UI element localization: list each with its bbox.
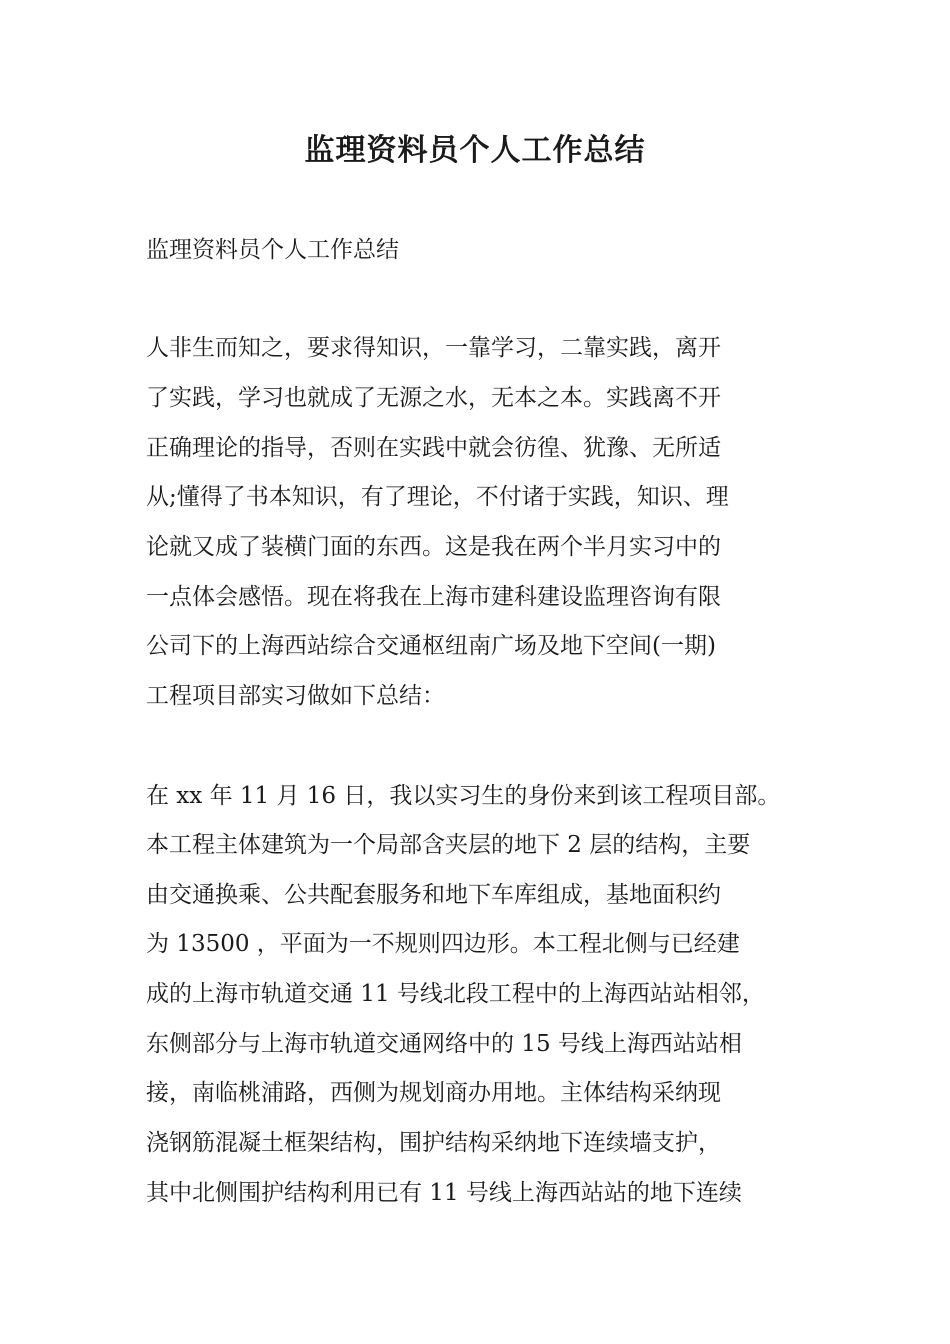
paragraph-line: 东侧部分与上海市轨道交通网络中的 15 号线上海西站站相 — [146, 1031, 742, 1057]
paragraph-line: 在 xx 年 11 月 16 日，我以实习生的身份来到该工程项目部。 — [146, 783, 781, 809]
paragraph-line: 为 13500 ，平面为一不规则四边形。本工程北侧与已经建 — [146, 931, 740, 957]
paragraph-line: 一点体会感悟。现在将我在上海市建科建设监理咨询有限 — [146, 584, 721, 610]
paragraph-line: 论就又成了装横门面的东西。这是我在两个半月实习中的 — [146, 534, 721, 560]
document-title: 监理资料员个人工作总结 — [304, 133, 646, 168]
paragraph-line: 人非生而知之，要求得知识，一靠学习，二靠实践，离开 — [146, 335, 721, 361]
paragraph-line: 工程项目部实习做如下总结： — [146, 683, 445, 709]
paragraph-line: 从;懂得了书本知识，有了理论，不付诸于实践，知识、理 — [146, 484, 729, 510]
paragraph-line: 成的上海市轨道交通 11 号线北段工程中的上海西站站相邻， — [146, 981, 765, 1007]
paragraph-line: 接，南临桃浦路，西侧为规划商办用地。主体结构采纳现 — [146, 1080, 721, 1106]
paragraph-line: 浇钢筋混凝土框架结构，围护结构采纳地下连续墙支护， — [146, 1130, 721, 1156]
paragraph-line: 正确理论的指导，否则在实践中就会彷徨、犹豫、无所适 — [146, 435, 721, 461]
paragraph-line: 公司下的上海西站综合交通枢纽南广场及地下空间(一期) — [146, 633, 716, 659]
paragraph-line: 了实践，学习也就成了无源之水，无本之本。实践离不开 — [146, 385, 721, 411]
paragraph-line: 由交通换乘、公共配套服务和地下车库组成，基地面积约 — [146, 882, 721, 908]
paragraph-line: 其中北侧围护结构利用已有 11 号线上海西站站的地下连续 — [146, 1180, 742, 1206]
paragraph-line: 本工程主体建筑为一个局部含夹层的地下 2 层的结构，主要 — [146, 832, 751, 858]
document-subtitle: 监理资料员个人工作总结 — [146, 237, 399, 263]
